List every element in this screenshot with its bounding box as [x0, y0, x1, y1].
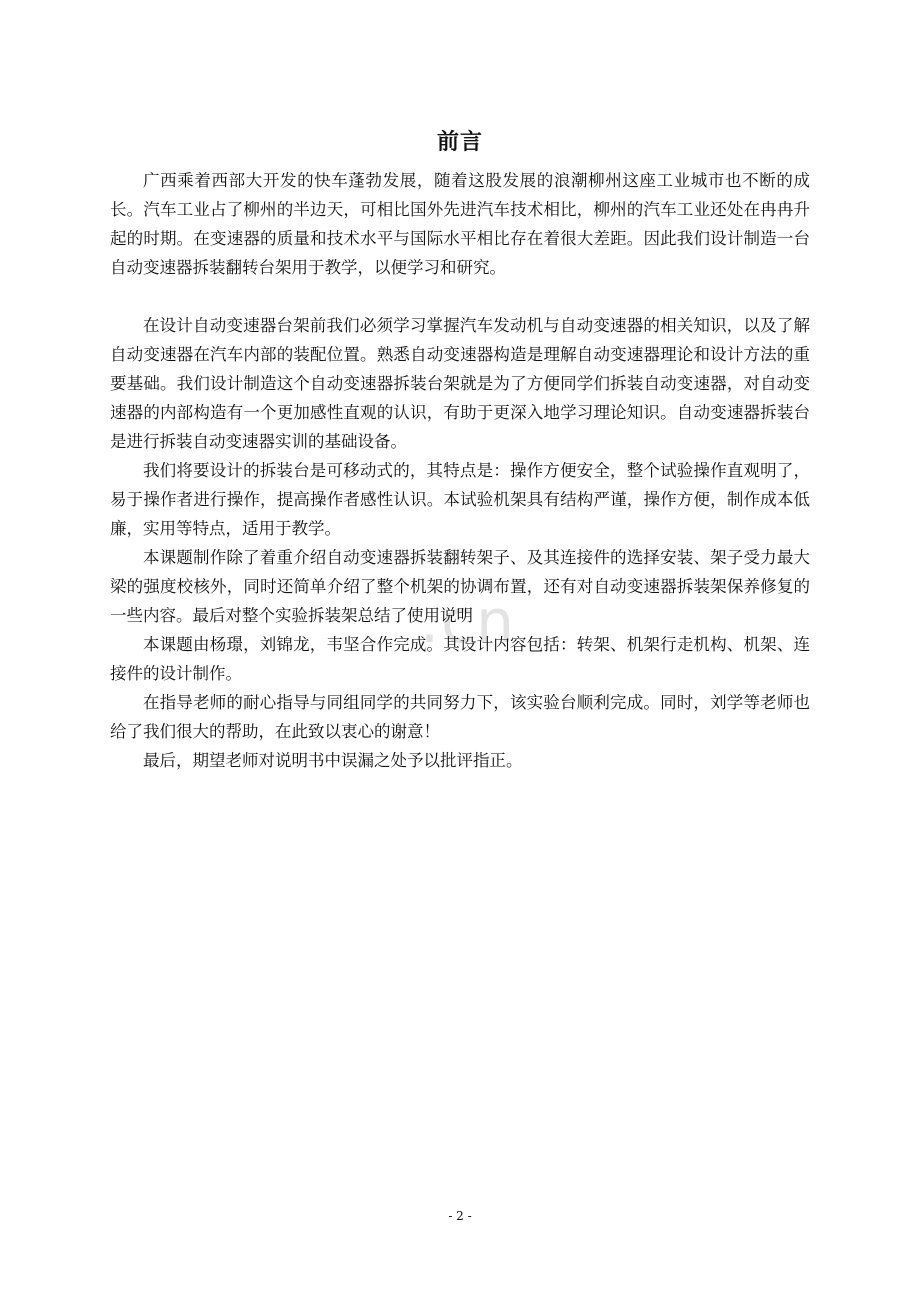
paragraph-2: 在设计自动变速器台架前我们必须学习掌握汽车发动机与自动变速器的相关知识，以及了解自动变速器在汽车内部的装配位置。熟悉自动变速器构造是理解自动变速器理论和设计方法的重要基础。我们设计制造这个自动变速器拆装台架就是为了方便同学们拆装自动变速器，对自动变速器的内部构造有一个更加感性直观的认识，有助于更深入地学习理论知识。自动变速器拆装台是进行拆装自动变速器实训的基础设备。 [110, 316, 810, 451]
page-number: - 2 - [448, 1209, 472, 1223]
page-title: 前言 [436, 130, 483, 155]
paragraph-4: 本课题制作除了着重介绍自动变速器拆装翻转架子、及其连接件的选择安装、架子受力最大梁的强度校核外，同时还简单介绍了整个机架的协调布置，还有对自动变速器拆装架保养修复的一些内容。最后对整个实验拆装架总结了使用说明 [110, 548, 810, 625]
paragraph-6: 在指导老师的耐心指导与同组同学的共同努力下，该实验台顺利完成。同时，刘学等老师也给了我们很大的帮助，在此致以衷心的谢意！ [110, 693, 810, 741]
watermark: .cn [420, 587, 517, 657]
paragraph-5: 本课题由杨璟，刘锦龙，韦坚合作完成。其设计内容包括：转架、机架行走机构、机架、连接件的设计制作。 [110, 635, 810, 683]
paragraph-1: 广西乘着西部大开发的快车蓬勃发展，随着这股发展的浪潮柳州这座工业城市也不断的成长。汽车工业占了柳州的半边天，可相比国外先进汽车技术相比，柳州的汽车工业还处在冉冉升起的时期。在变速器的质量和技术水平与国际水平相比存在着很大差距。因此我们设计制造一台自动变速器拆装翻转台架用于教学，以便学习和研究。 [110, 171, 810, 277]
paragraph-7: 最后，期望老师对说明书中误漏之处予以批评指正。 [143, 751, 523, 770]
paragraph-3: 我们将要设计的拆装台是可移动式的，其特点是：操作方便安全，整个试验操作直观明了，易于操作者进行操作，提高操作者感性认识。本试验机架具有结构严谨，操作方便，制作成本低廉，实用等特点，适用于教学。 [110, 461, 810, 538]
body-text [110, 166, 810, 775]
